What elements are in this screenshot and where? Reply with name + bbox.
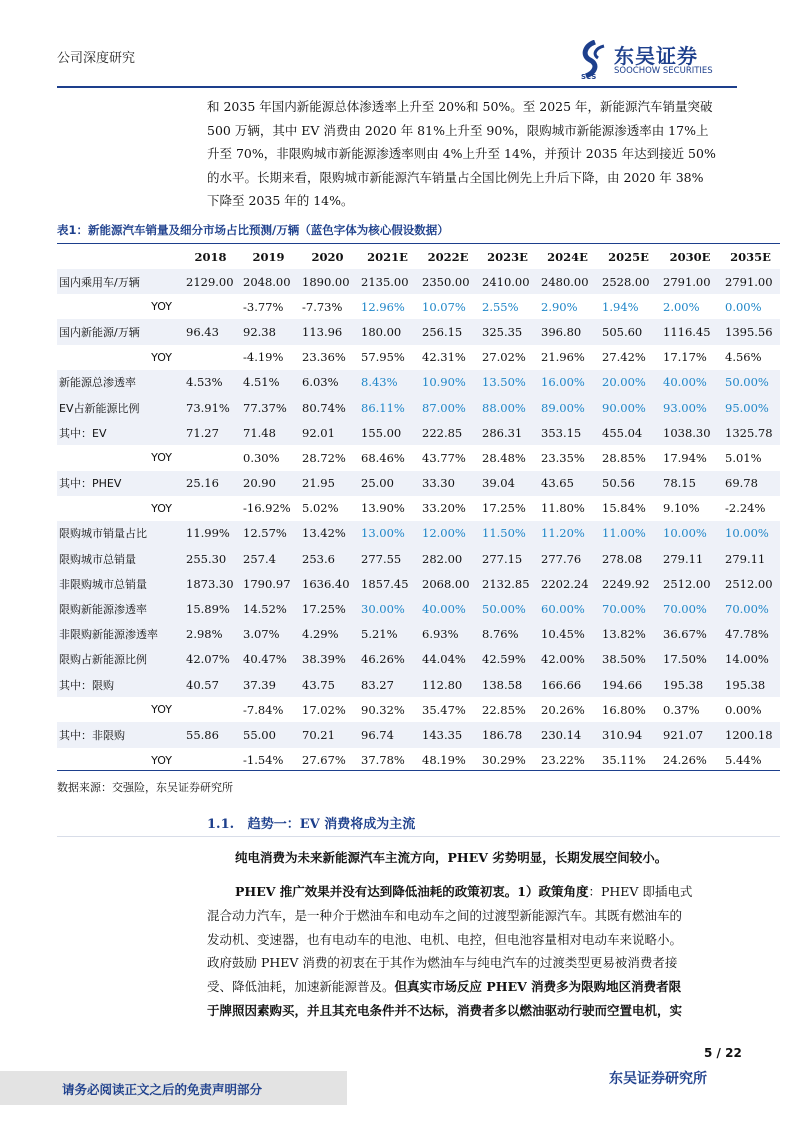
body-line-bold: PHEV 推广效果并没有达到降低油耗的政策初衷。1）政策角度 bbox=[235, 884, 589, 899]
table-cell: 38.50% bbox=[598, 647, 659, 672]
row-label: 其中：限购 bbox=[57, 672, 182, 697]
table-cell: 10.00% bbox=[721, 521, 780, 546]
table-cell: 78.15 bbox=[659, 471, 721, 496]
table-row bbox=[57, 471, 780, 496]
table-cell: 255.30 bbox=[182, 546, 239, 571]
table-top-rule bbox=[57, 243, 780, 244]
table-cell: 16.00% bbox=[537, 370, 598, 395]
table-cell: 17.17% bbox=[663, 350, 707, 365]
table-cell: 92.01 bbox=[298, 420, 357, 445]
table-cell: 27.02% bbox=[482, 350, 526, 365]
table-cell: 69.78 bbox=[721, 471, 780, 496]
table-cell bbox=[182, 345, 239, 370]
table-cell: 2480.00 bbox=[537, 269, 598, 294]
table-cell: 4.53% bbox=[182, 370, 239, 395]
table-cell: 353.15 bbox=[537, 420, 598, 445]
section-number: 1.1. bbox=[207, 817, 235, 832]
table-cell: 6.03% bbox=[298, 370, 357, 395]
table-cell: 20.26% bbox=[541, 702, 585, 717]
header-cell-year: 2019 bbox=[252, 250, 285, 264]
table-cell: 40.00% bbox=[418, 596, 478, 621]
table-cell: 277.55 bbox=[357, 546, 418, 571]
table-cell: 17.02% bbox=[302, 702, 346, 717]
table-row bbox=[57, 319, 780, 344]
table-cell: 8.76% bbox=[478, 622, 537, 647]
table-cell: 10.90% bbox=[418, 370, 478, 395]
row-label: 其中：非限购 bbox=[57, 722, 182, 747]
table-row bbox=[57, 571, 780, 596]
table-cell: 396.80 bbox=[537, 319, 598, 344]
table-cell: 5.02% bbox=[302, 501, 339, 516]
row-label: 非限购新能源渗透率 bbox=[57, 622, 182, 647]
table-cell: 4.29% bbox=[298, 622, 357, 647]
table-cell: 22.85% bbox=[482, 702, 526, 717]
table-cell: 23.36% bbox=[302, 350, 346, 365]
table-row bbox=[57, 345, 780, 370]
table-cell: 14.00% bbox=[721, 647, 780, 672]
table-cell: 505.60 bbox=[598, 319, 659, 344]
intro-line: 升至 70%，非限购城市新能源渗透率则由 4%上升至 14%，并预计 2035 年达到接近 50% bbox=[207, 146, 716, 161]
header-cell-year: 2021E bbox=[367, 250, 408, 264]
row-label: 其中：PHEV bbox=[57, 471, 182, 496]
table-cell: 87.00% bbox=[418, 395, 478, 420]
table-cell: 28.72% bbox=[302, 450, 346, 465]
intro-line: 下降至 2035 年的 14%。 bbox=[207, 193, 354, 208]
table-cell: 2791.00 bbox=[721, 269, 780, 294]
table-cell: 0.30% bbox=[243, 450, 280, 465]
table-cell: 17.50% bbox=[659, 647, 721, 672]
table-cell: 48.19% bbox=[422, 753, 466, 768]
table-cell: 70.00% bbox=[721, 596, 780, 621]
logo-english-name: SOOCHOW SECURITIES bbox=[614, 66, 713, 76]
logo-chinese-name: 东吴证券 bbox=[614, 44, 698, 68]
row-label: 新能源总渗透率 bbox=[57, 370, 182, 395]
intro-line: 和 2035 年国内新能源总体渗透率上升至 20%和 50%。至 2025 年，新能源汽车销量突破 bbox=[207, 99, 713, 114]
table-cell: 95.00% bbox=[721, 395, 780, 420]
table-cell: 2249.92 bbox=[598, 571, 659, 596]
row-label: YOY bbox=[151, 703, 172, 717]
table-cell: 2.98% bbox=[182, 622, 239, 647]
table-cell: 17.25% bbox=[482, 501, 526, 516]
header-cell-year: 2024E bbox=[547, 250, 588, 264]
intro-paragraph bbox=[207, 95, 747, 213]
row-label: 国内乘用车/万辆 bbox=[57, 269, 182, 294]
table-cell: 455.04 bbox=[598, 420, 659, 445]
table-cell: 11.00% bbox=[598, 521, 659, 546]
table-cell: 325.35 bbox=[478, 319, 537, 344]
table-cell: 50.00% bbox=[478, 596, 537, 621]
table-cell: 4.56% bbox=[725, 350, 762, 365]
row-label: EV占新能源比例 bbox=[57, 395, 182, 420]
table-cell: 70.21 bbox=[298, 722, 357, 747]
table-cell: 2350.00 bbox=[418, 269, 478, 294]
table-cell: 2.00% bbox=[663, 299, 700, 314]
table-cell: 17.94% bbox=[663, 450, 707, 465]
table-cell: 2048.00 bbox=[239, 269, 298, 294]
table-cell: 0.37% bbox=[663, 702, 700, 717]
table-cell: 2.55% bbox=[482, 299, 519, 314]
table-cell: 17.25% bbox=[298, 596, 357, 621]
table-cell: 96.43 bbox=[182, 319, 239, 344]
table-row bbox=[57, 596, 780, 621]
body-line bbox=[207, 880, 752, 904]
table-cell: 13.90% bbox=[361, 501, 405, 516]
table-cell: 12.00% bbox=[418, 521, 478, 546]
row-label: 其中：EV bbox=[57, 420, 182, 445]
table-cell: 21.96% bbox=[541, 350, 585, 365]
row-label: 限购占新能源比例 bbox=[57, 647, 182, 672]
table-cell: 10.45% bbox=[537, 622, 598, 647]
table-cell: 15.89% bbox=[182, 596, 239, 621]
table-cell: 11.50% bbox=[478, 521, 537, 546]
table-cell: 55.86 bbox=[182, 722, 239, 747]
row-label: YOY bbox=[151, 300, 172, 314]
table-cell: 2068.00 bbox=[418, 571, 478, 596]
table-cell: 8.43% bbox=[357, 370, 418, 395]
table-cell: 6.93% bbox=[418, 622, 478, 647]
table-cell: 1200.18 bbox=[721, 722, 780, 747]
table-cell: 83.27 bbox=[357, 672, 418, 697]
table-row bbox=[57, 546, 780, 571]
table-cell: 16.80% bbox=[602, 702, 646, 717]
intro-line: 的水平。长期来看，限购城市新能源汽车销量占全国比例先上升后下降，由 2020 年 38% bbox=[207, 169, 704, 185]
table-cell: 25.00 bbox=[357, 471, 418, 496]
table-cell bbox=[182, 697, 239, 722]
table-cell: 11.99% bbox=[182, 521, 239, 546]
data-source-note: 数据来源：交强险，东吴证券研究所 bbox=[57, 781, 233, 794]
table-cell: 43.65 bbox=[537, 471, 598, 496]
table-cell: 230.14 bbox=[537, 722, 598, 747]
row-label: 限购城市总销量 bbox=[57, 546, 182, 571]
table-cell bbox=[182, 496, 239, 521]
table-cell: 73.91% bbox=[182, 395, 239, 420]
table-cell: 921.07 bbox=[659, 722, 721, 747]
table-cell: 11.80% bbox=[541, 501, 585, 516]
table-cell: 93.00% bbox=[659, 395, 721, 420]
body-line bbox=[207, 999, 752, 1023]
table-cell: 25.16 bbox=[182, 471, 239, 496]
table-cell: 15.84% bbox=[602, 501, 646, 516]
table-cell: 27.67% bbox=[302, 753, 346, 768]
table-cell: 2.90% bbox=[541, 299, 578, 314]
table-row bbox=[57, 722, 780, 747]
table-cell: 44.04% bbox=[418, 647, 478, 672]
table-cell: 2528.00 bbox=[598, 269, 659, 294]
table-cell: 12.96% bbox=[361, 299, 405, 314]
table-cell: 4.51% bbox=[239, 370, 298, 395]
table-cell: 40.00% bbox=[659, 370, 721, 395]
table-cell: 186.78 bbox=[478, 722, 537, 747]
table-cell: 30.29% bbox=[482, 753, 526, 768]
table-cell: 20.00% bbox=[598, 370, 659, 395]
body-line-bold: 但真实市场反应 PHEV 消费多为限购地区消费者限 bbox=[394, 979, 682, 995]
table-cell: 1325.78 bbox=[721, 420, 780, 445]
table-cell: 38.39% bbox=[298, 647, 357, 672]
table-cell: 90.32% bbox=[361, 702, 405, 717]
table-cell: 112.80 bbox=[418, 672, 478, 697]
table-cell: 23.35% bbox=[541, 450, 585, 465]
table-cell: 55.00 bbox=[239, 722, 298, 747]
forecast-table bbox=[57, 245, 780, 773]
table-cell: 1116.45 bbox=[659, 319, 721, 344]
row-label: YOY bbox=[151, 501, 172, 515]
row-label: YOY bbox=[151, 350, 172, 364]
table-cell: 27.42% bbox=[602, 350, 646, 365]
body-line-bold: 于牌照因素购买，并且其充电条件并不达标，消费者多以燃油驱动行驶而空置电机，实 bbox=[207, 1002, 683, 1018]
table-cell: 12.57% bbox=[239, 521, 298, 546]
body-line: 混合动力汽车，是一种介于燃油车和电动车之间的过渡型新能源汽车。其既有燃油车的 bbox=[207, 907, 683, 923]
body-paragraph bbox=[207, 880, 752, 1023]
table-cell: 195.38 bbox=[721, 672, 780, 697]
table-cell: 68.46% bbox=[361, 450, 405, 465]
table-cell: 1.94% bbox=[602, 299, 639, 314]
table-cell: -7.84% bbox=[243, 702, 284, 717]
table-cell: 42.31% bbox=[422, 350, 466, 365]
header-divider bbox=[57, 86, 737, 88]
table-cell bbox=[182, 445, 239, 470]
table-cell: 5.21% bbox=[357, 622, 418, 647]
table-cell: 155.00 bbox=[357, 420, 418, 445]
table-cell: 1038.30 bbox=[659, 420, 721, 445]
header-cell-year: 2030E bbox=[669, 250, 711, 264]
table-cell: -16.92% bbox=[243, 501, 291, 516]
row-label: 限购城市销量占比 bbox=[57, 521, 182, 546]
table-cell: 1395.56 bbox=[721, 319, 780, 344]
table-cell: 282.00 bbox=[418, 546, 478, 571]
table-cell: 14.52% bbox=[239, 596, 298, 621]
table-cell: -3.77% bbox=[243, 299, 284, 314]
table-cell: 279.11 bbox=[659, 546, 721, 571]
header-cell-year: 2025E bbox=[608, 250, 649, 264]
table-cell: 2135.00 bbox=[357, 269, 418, 294]
row-label: 限购新能源渗透率 bbox=[57, 596, 182, 621]
table-cell: 42.07% bbox=[182, 647, 239, 672]
table-cell: 10.00% bbox=[659, 521, 721, 546]
table-cell: 9.10% bbox=[663, 501, 700, 516]
table-cell: 113.96 bbox=[298, 319, 357, 344]
table-cell: 43.75 bbox=[298, 672, 357, 697]
table-row bbox=[57, 445, 780, 470]
table-cell: -2.24% bbox=[725, 501, 766, 516]
table-cell: 71.27 bbox=[182, 420, 239, 445]
section-title: 趋势一：EV 消费将成为主流 bbox=[247, 817, 416, 832]
section-heading bbox=[207, 813, 415, 832]
page-number: 5 / 22 bbox=[704, 1046, 742, 1060]
summary-paragraph: 纯电消费为未来新能源汽车主流方向，PHEV 劣势明显，长期发展空间较小。 bbox=[235, 850, 668, 865]
table-cell: 0.00% bbox=[725, 299, 762, 314]
table-cell: 195.38 bbox=[659, 672, 721, 697]
table-cell: 86.11% bbox=[357, 395, 418, 420]
table-cell: 2791.00 bbox=[659, 269, 721, 294]
row-label: 国内新能源/万辆 bbox=[57, 319, 182, 344]
table-cell: 256.15 bbox=[418, 319, 478, 344]
body-line: 发动机、变速器，也有电动车的电池、电机、电控，但电池容量相对电动车来说略小。 bbox=[207, 931, 683, 947]
table-row bbox=[57, 672, 780, 697]
table-row bbox=[57, 622, 780, 647]
table-cell: 277.76 bbox=[537, 546, 598, 571]
table-row bbox=[57, 748, 780, 773]
table-cell: 5.01% bbox=[725, 450, 762, 465]
table-cell: 1790.97 bbox=[239, 571, 298, 596]
table-cell: 20.90 bbox=[239, 471, 298, 496]
table-cell: 28.48% bbox=[482, 450, 526, 465]
table-cell: 80.74% bbox=[298, 395, 357, 420]
intro-line: 500 万辆，其中 EV 消费由 2020 年 81%上升至 90%，限购城市新能源渗透率由 17%上 bbox=[207, 122, 709, 138]
body-line bbox=[207, 975, 752, 999]
table-cell: 40.57 bbox=[182, 672, 239, 697]
table-cell: 10.07% bbox=[422, 299, 466, 314]
table-cell: 42.00% bbox=[537, 647, 598, 672]
row-label: YOY bbox=[151, 451, 172, 465]
header-cell-blank bbox=[57, 245, 182, 269]
table-cell: 2129.00 bbox=[182, 269, 239, 294]
table-cell: -1.54% bbox=[243, 753, 284, 768]
table-cell: 21.95 bbox=[298, 471, 357, 496]
table-body bbox=[57, 269, 780, 773]
table-cell: 57.95% bbox=[361, 350, 405, 365]
table-cell: 2202.24 bbox=[537, 571, 598, 596]
row-label: YOY bbox=[151, 753, 172, 767]
table-cell: 71.48 bbox=[239, 420, 298, 445]
table-cell: 33.30 bbox=[418, 471, 478, 496]
table-cell bbox=[182, 748, 239, 773]
table-cell: 1873.30 bbox=[182, 571, 239, 596]
table-row bbox=[57, 647, 780, 672]
table-cell: 43.77% bbox=[422, 450, 466, 465]
header-cell-year: 2020 bbox=[311, 250, 344, 264]
table-row bbox=[57, 420, 780, 445]
table-cell: 13.50% bbox=[478, 370, 537, 395]
table-cell: 40.47% bbox=[239, 647, 298, 672]
table-cell: 166.66 bbox=[537, 672, 598, 697]
table-cell bbox=[182, 294, 239, 319]
header-cell-year: 2018 bbox=[194, 250, 227, 264]
table-cell: 2410.00 bbox=[478, 269, 537, 294]
table-cell: -7.73% bbox=[302, 299, 343, 314]
table-cell: 37.78% bbox=[361, 753, 405, 768]
table-cell: 90.00% bbox=[598, 395, 659, 420]
table-header-row bbox=[57, 245, 780, 269]
header-section-title: 公司深度研究 bbox=[57, 51, 136, 66]
table-cell: 46.26% bbox=[357, 647, 418, 672]
table-row bbox=[57, 370, 780, 395]
table-cell: 89.00% bbox=[537, 395, 598, 420]
table-cell: 96.74 bbox=[357, 722, 418, 747]
table-cell: 2512.00 bbox=[721, 571, 780, 596]
table-row bbox=[57, 697, 780, 722]
table-title: 表1：新能源汽车销量及细分市场占比预测/万辆（蓝色字体为核心假设数据） bbox=[57, 223, 449, 237]
table-cell: 35.11% bbox=[602, 753, 646, 768]
table-cell: 33.20% bbox=[422, 501, 466, 516]
table-cell: 47.78% bbox=[721, 622, 780, 647]
footer-disclaimer: 请务必阅读正文之后的免责声明部分 bbox=[62, 1082, 263, 1097]
table-cell: 222.85 bbox=[418, 420, 478, 445]
table-row bbox=[57, 521, 780, 546]
table-cell: 5.44% bbox=[725, 753, 762, 768]
table-cell: 24.26% bbox=[663, 753, 707, 768]
table-cell: 42.59% bbox=[478, 647, 537, 672]
table-row bbox=[57, 269, 780, 294]
table-cell: 310.94 bbox=[598, 722, 659, 747]
body-line: 政府鼓励 PHEV 消费的初衷在于其作为燃油车与纯电汽车的过渡类型更易被消费者接 bbox=[207, 955, 678, 971]
table-cell: 88.00% bbox=[478, 395, 537, 420]
table-cell: 253.6 bbox=[298, 546, 357, 571]
table-row bbox=[57, 294, 780, 319]
table-cell: 37.39 bbox=[239, 672, 298, 697]
table-row bbox=[57, 395, 780, 420]
table-cell: 13.00% bbox=[357, 521, 418, 546]
table-cell: 11.20% bbox=[537, 521, 598, 546]
table-cell: 28.85% bbox=[602, 450, 646, 465]
header-cell-year: 2035E bbox=[730, 250, 771, 264]
table-row bbox=[57, 496, 780, 521]
table-cell: 39.04 bbox=[478, 471, 537, 496]
table-cell: 0.00% bbox=[725, 702, 762, 717]
table-cell: 50.00% bbox=[721, 370, 780, 395]
table-cell: 1890.00 bbox=[298, 269, 357, 294]
table-cell: 194.66 bbox=[598, 672, 659, 697]
table-cell: 60.00% bbox=[537, 596, 598, 621]
table-cell: 30.00% bbox=[357, 596, 418, 621]
table-cell: 279.11 bbox=[721, 546, 780, 571]
header-cell-year: 2022E bbox=[427, 250, 469, 264]
table-cell: 2132.85 bbox=[478, 571, 537, 596]
table-cell: 2512.00 bbox=[659, 571, 721, 596]
table-cell: 143.35 bbox=[418, 722, 478, 747]
table-cell: 23.22% bbox=[541, 753, 585, 768]
footer-brand: 东吴证券研究所 bbox=[609, 1071, 707, 1087]
table-cell: 70.00% bbox=[659, 596, 721, 621]
table-cell: 138.58 bbox=[478, 672, 537, 697]
company-logo bbox=[578, 40, 748, 84]
table-cell: 1636.40 bbox=[298, 571, 357, 596]
table-cell: 50.56 bbox=[598, 471, 659, 496]
logo-mark-text: SCS bbox=[581, 73, 597, 80]
table-cell: 1857.45 bbox=[357, 571, 418, 596]
table-cell: 13.82% bbox=[598, 622, 659, 647]
body-line-text: ：PHEV 即插电式 bbox=[588, 884, 693, 899]
table-cell: -4.19% bbox=[243, 350, 284, 365]
table-cell: 257.4 bbox=[239, 546, 298, 571]
row-label: 非限购城市总销量 bbox=[57, 571, 182, 596]
body-line-text: 受、降低油耗，加速新能源普及。 bbox=[207, 979, 395, 995]
table-cell: 278.08 bbox=[598, 546, 659, 571]
logo-mark-icon bbox=[578, 40, 612, 80]
table-cell: 180.00 bbox=[357, 319, 418, 344]
table-cell: 36.67% bbox=[659, 622, 721, 647]
table-cell: 35.47% bbox=[422, 702, 466, 717]
header-cell-year: 2023E bbox=[487, 250, 528, 264]
table-cell: 13.42% bbox=[298, 521, 357, 546]
table-cell: 77.37% bbox=[239, 395, 298, 420]
section-divider bbox=[57, 836, 780, 837]
table-cell: 3.07% bbox=[239, 622, 298, 647]
table-cell: 92.38 bbox=[239, 319, 298, 344]
table-cell: 277.15 bbox=[478, 546, 537, 571]
table-cell: 70.00% bbox=[598, 596, 659, 621]
table-cell: 286.31 bbox=[478, 420, 537, 445]
